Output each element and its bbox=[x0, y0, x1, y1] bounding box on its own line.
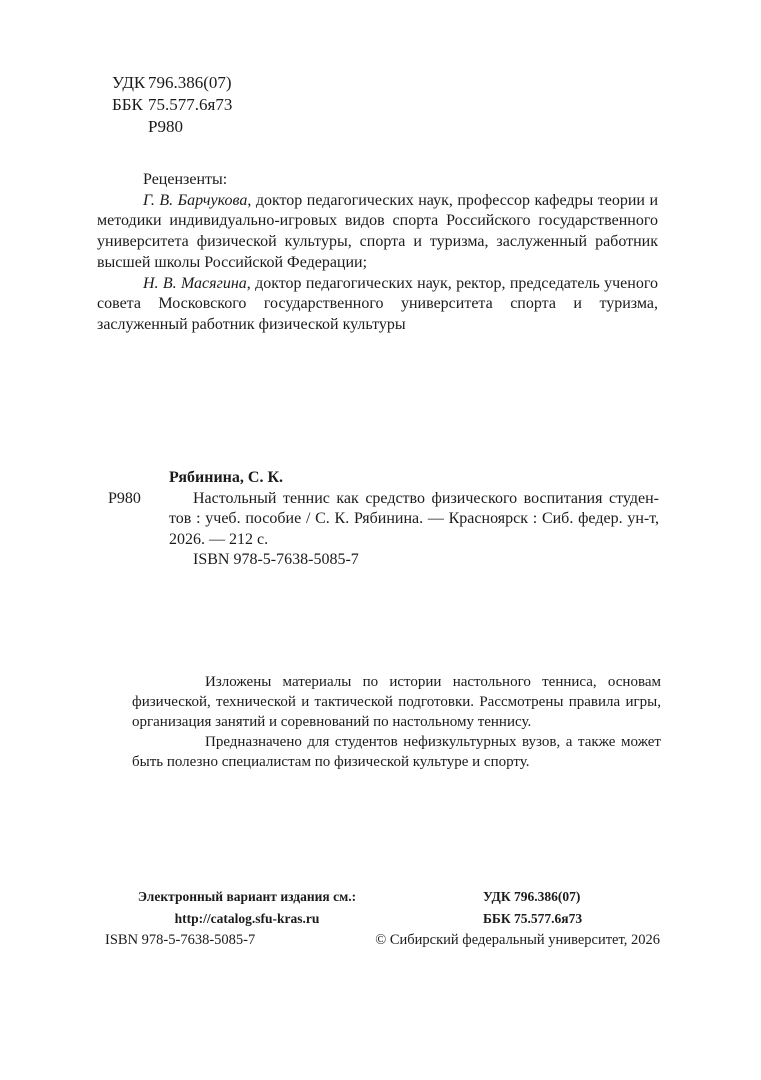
annotation-paragraph: Изложены материалы по истории настольного тенниса, основам физической, технической и тактической подготовки. Рассмотрены правила игры, организация занятий и соревнований по настольному теннису. bbox=[132, 674, 661, 730]
annotation-paragraph: Предназначено для студентов нефизкультурных вузов, а также может быть полезно специалистам по физической культуре и спорту. bbox=[132, 734, 661, 770]
reviewer-description: , доктор педагогических наук, ректор, председатель ученого совета Московского государственного университета спорта и туризма, заслуженный работник физической культуры bbox=[97, 274, 658, 333]
footer-isbn: ISBN 978-5-7638-5085-7 bbox=[105, 932, 256, 948]
copyright-notice: © Сибирский федеральный университет, 2026 bbox=[375, 932, 660, 948]
catalog-card bbox=[97, 468, 659, 571]
udc-label: УДК bbox=[112, 73, 146, 92]
electronic-note-text: Электронный вариант издания см.: bbox=[137, 889, 357, 904]
reviewer-name: Г. В. Барчукова bbox=[143, 191, 248, 209]
footer-udc: УДК 796.386(07) bbox=[483, 889, 581, 904]
catalog-url: http://catalog.sfu-kras.ru bbox=[174, 911, 320, 926]
reviewer-description: , доктор педагогических наук, профессор кафедры теории и методики индивидуально-игровых видов спорта Российского государственного университета физической культуры, спорта и туризма, заслуженный работник высшей школы Российской Федерации; bbox=[97, 191, 659, 271]
classification-block bbox=[112, 72, 232, 138]
electronic-edition-note bbox=[97, 886, 397, 930]
author-sign-row bbox=[112, 116, 232, 138]
reviewer-entry bbox=[97, 274, 658, 336]
card-author-sign: Р980 bbox=[108, 490, 141, 507]
udc-row bbox=[112, 72, 232, 94]
footer-classification-block bbox=[483, 886, 582, 930]
author-sign-spacer bbox=[112, 116, 148, 138]
reviewers-block bbox=[97, 170, 658, 336]
bbk-label: ББК bbox=[112, 95, 143, 114]
reviewers-heading: Рецензенты: bbox=[143, 171, 228, 188]
card-author-heading: Рябинина, С. К. bbox=[169, 469, 284, 486]
reviewer-name: Н. В. Масягина bbox=[143, 274, 247, 292]
footer-bbk: ББК 75.577.6я73 bbox=[483, 911, 583, 926]
author-sign: Р980 bbox=[148, 117, 183, 136]
reviewer-entry bbox=[97, 191, 658, 274]
bbk-row bbox=[112, 94, 232, 116]
annotation-block bbox=[132, 672, 661, 772]
bbk-value: 75.577.6я73 bbox=[148, 95, 233, 114]
card-bibliographic-entry: Настольный теннис как средство физического воспитания студентов : учеб. пособие / С. К. Рябинина. — Красноярск : Сиб. федер. ун-т, 2026. — 212 с. bbox=[169, 489, 659, 548]
card-isbn: ISBN 978-5-7638-5085-7 bbox=[193, 551, 359, 568]
udc-value: 796.386(07) bbox=[148, 73, 232, 92]
